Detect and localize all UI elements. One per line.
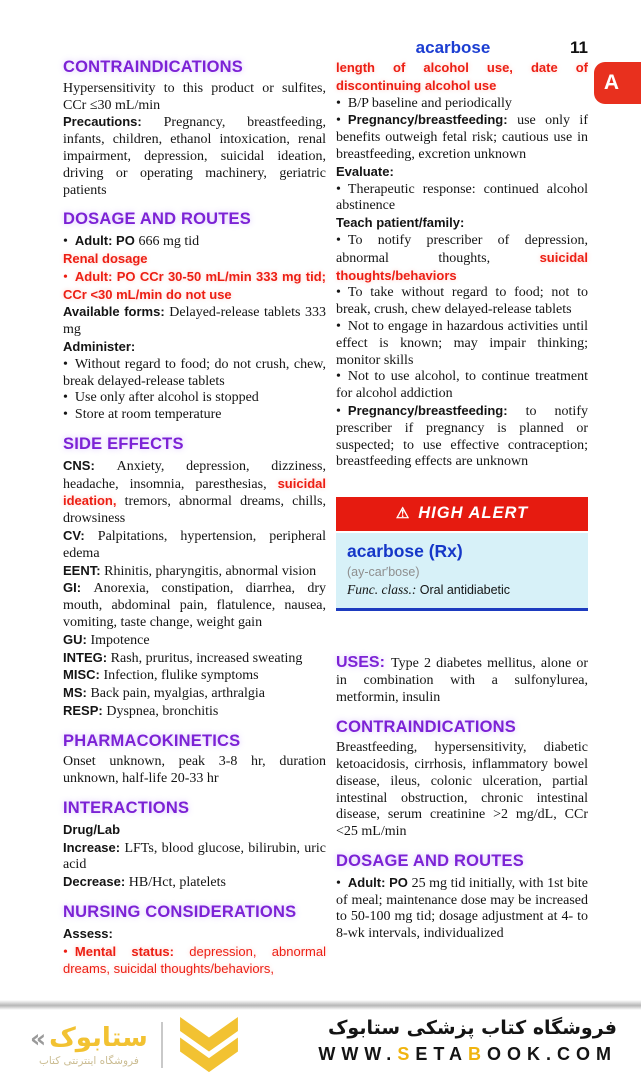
- paragraph: [63, 754, 326, 788]
- text-run: suicidal ideation,: [63, 475, 326, 509]
- bullet-icon: •: [336, 95, 341, 111]
- section-heading: CONTRAINDICATIONS: [336, 717, 517, 736]
- text-run: length of alcohol use, date of discontinuing alcohol use: [336, 60, 588, 93]
- text-run: HB/Hct, platelets: [128, 875, 226, 891]
- bullet-item: [336, 285, 588, 319]
- bullet-icon: •: [336, 369, 341, 385]
- text-run: EENT:: [63, 562, 105, 578]
- right-column: [336, 60, 588, 943]
- text-run: GI:: [63, 580, 94, 596]
- website-part: OOK.COM: [487, 1044, 617, 1064]
- pronunciation: (ay-car′bose): [347, 564, 420, 579]
- bullet-item: [336, 319, 588, 369]
- brand-name: ستابوک: [49, 1023, 148, 1053]
- text-run: Available forms:: [63, 304, 170, 320]
- section-heading: INTERACTIONS: [63, 799, 190, 818]
- logo-chevron-icon: [176, 1017, 242, 1073]
- text-run: MISC:: [63, 667, 104, 683]
- bullet-item: [63, 233, 326, 251]
- store-name: فروشگاه کتاب پزشکی ستابوک: [327, 1017, 617, 1039]
- drug-name: acarbose (Rx): [347, 540, 463, 561]
- text-run: Dyspnea, bronchitis: [106, 703, 219, 719]
- text-run: Assess:: [63, 925, 113, 941]
- brand-line: [30, 1023, 148, 1053]
- text-run: tremors, abnormal dreams, chills, drowsiness: [63, 494, 326, 527]
- text-run: Pregnancy/breastfeeding:: [347, 112, 518, 128]
- paragraph: [63, 114, 326, 199]
- text-run: Without regard to food; do not crush, chew, break delayed-release tablets: [63, 356, 326, 389]
- bullet-icon: •: [336, 285, 341, 301]
- paragraph: [336, 164, 588, 182]
- section-heading: NURSING CONSIDERATIONS: [63, 903, 297, 922]
- text-run: RESP:: [63, 702, 107, 718]
- text-run: Pregnancy/breastfeeding:: [347, 402, 526, 418]
- text-run: INTEG:: [63, 649, 111, 665]
- text-run: 25 mg tid initially, with 1st bite of meal; maintenance dose may be increased to 50-100 mg tid; dosage adjustment at 4- to 8-wk intervals, individualized: [336, 875, 588, 942]
- high-alert-banner: [336, 497, 588, 533]
- text-run: Anorexia, constipation, diarrhea, dry mouth, abdominal pain, flatulence, nausea, vomiting, taste change, weight gain: [63, 581, 327, 630]
- paragraph: [63, 874, 326, 892]
- paragraph: [336, 60, 588, 96]
- text-run: Adult: PO: [74, 233, 139, 249]
- website-part: ETA: [415, 1044, 468, 1064]
- paragraph: [63, 632, 326, 650]
- paragraph: [63, 685, 326, 703]
- paragraph: [336, 653, 588, 706]
- paragraph: [63, 528, 326, 563]
- paragraph: [63, 251, 326, 269]
- text-run: CNS:: [63, 457, 117, 473]
- text-run: Type 2 diabetes mellitus, alone or in combination with a sulfonylurea, metformin, insulin: [336, 656, 589, 705]
- section-heading: DOSAGE AND ROUTES: [336, 852, 524, 871]
- text-run: B/P baseline and periodically: [347, 95, 512, 111]
- text-run: LFTs, blood glucose, bilirubin, uric acid: [63, 840, 326, 873]
- text-run: 666 mg tid: [138, 234, 200, 250]
- paragraph: [63, 563, 326, 581]
- text-run: Pregnancy, breastfeeding, infants, children, ethanol intoxication, renal impairment, depression, suicidal ideation, driving or operating machinery, geriatric patients: [63, 115, 327, 198]
- bullet-icon: •: [336, 318, 341, 334]
- bullet-item: [336, 875, 588, 943]
- page-edge-shadow: [0, 1000, 641, 1010]
- text-run: Hypersensitivity to this product or sulfites, CCr ≤30 mL/min: [63, 80, 326, 113]
- guillemet-icon: «: [30, 1023, 47, 1053]
- website-part-gold: B: [468, 1044, 487, 1064]
- text-run: Impotence: [90, 632, 150, 648]
- paragraph: [63, 458, 326, 528]
- paragraph: [63, 822, 326, 840]
- bullet-item: [63, 390, 326, 407]
- bullet-icon: •: [63, 234, 68, 250]
- text-run: Teach patient/family:: [336, 215, 465, 231]
- text-run: depression, abnormal dreams, suicidal thoughts/behaviors,: [63, 943, 326, 977]
- func-class-value: Oral antidiabetic: [419, 582, 511, 597]
- text-run: Mental status:: [74, 943, 190, 959]
- text-run: Delayed-release tablets 333 mg: [63, 305, 326, 338]
- website-url[interactable]: [318, 1044, 617, 1065]
- section-heading: CONTRAINDICATIONS: [63, 58, 244, 76]
- paragraph: [63, 926, 326, 944]
- text-run: GU:: [63, 631, 91, 647]
- text-run: Palpitations, hypertension, peripheral edema: [63, 528, 326, 561]
- text-run: use only if benefits outweigh fetal risk; cautious use in breastfeeding, excretion unknown: [336, 113, 588, 162]
- section-heading: SIDE EFFECTS: [63, 434, 184, 453]
- bullet-icon: •: [63, 356, 68, 372]
- bullet-item: [336, 403, 588, 471]
- text-run: Breastfeeding, hypersensitivity, diabetic ketoacidosis, cirrhosis, inflammatory bowel disease, ileus, colonic ulceration, partial intestinal obstruction, chronic intestinal disease, serum creatinine >2 mg/dL, CCr <25 mL/min: [336, 740, 588, 840]
- text-run: Rash, pruritus, increased sweating: [110, 650, 303, 666]
- text-run: Not to use alcohol, to continue treatment for alcohol addiction: [336, 369, 588, 402]
- monograph-head: [336, 533, 588, 608]
- logo-divider: [161, 1022, 163, 1068]
- text-run: Administer:: [63, 338, 136, 354]
- paragraph: [63, 81, 326, 115]
- text-run: USES:: [336, 654, 391, 672]
- text-run: Decrease:: [63, 874, 129, 890]
- text-run: Not to engage in hazardous activities until effect is known; may impair thinking; monitor skills: [336, 318, 588, 368]
- paragraph: [63, 650, 326, 668]
- setabook-logo: [30, 1017, 242, 1073]
- bullet-icon: •: [63, 944, 68, 960]
- section-heading: DOSAGE AND ROUTES: [63, 210, 251, 229]
- text-run: Drug/Lab: [63, 821, 121, 837]
- page-number: 11: [570, 38, 588, 57]
- high-alert-box: [336, 497, 588, 611]
- text-run: Store at room temperature: [74, 407, 222, 423]
- high-alert-label: HIGH ALERT: [418, 504, 529, 523]
- bullet-icon: •: [336, 875, 341, 891]
- paragraph: [63, 840, 326, 875]
- text-run: Increase:: [63, 839, 125, 855]
- running-head-drug: acarbose: [415, 38, 491, 57]
- section-heading: PHARMACOKINETICS: [63, 731, 241, 750]
- text-run: MS:: [63, 685, 91, 701]
- paragraph: [63, 580, 326, 631]
- left-column: [63, 58, 326, 979]
- text-run: Anxiety, depression, dizziness, headache, insomnia, paresthesias,: [63, 458, 327, 492]
- bullet-item: [336, 233, 588, 285]
- text-run: Renal dosage: [63, 250, 148, 266]
- bullet-icon: •: [63, 390, 68, 406]
- bullet-icon: •: [336, 232, 341, 248]
- paragraph: [336, 215, 588, 233]
- bullet-item: [336, 369, 588, 403]
- text-run: Therapeutic response: continued alcohol abstinence: [336, 181, 588, 214]
- footer-store-info: [318, 1017, 617, 1065]
- paragraph: [63, 304, 326, 339]
- text-run: Precautions:: [63, 114, 164, 130]
- paragraph: [63, 703, 326, 721]
- text-run: To notify prescriber of depression, abnormal thoughts,: [336, 232, 588, 266]
- text-run: Infection, flulike symptoms: [103, 668, 259, 684]
- running-head: [336, 38, 588, 58]
- bullet-item: [336, 182, 588, 216]
- text-run: to notify prescriber if pregnancy is planned or suspected; to use effective contraception; breastfeeding effects are unknown: [336, 403, 588, 470]
- bullet-icon: •: [63, 269, 68, 285]
- brand-block: [30, 1023, 148, 1067]
- bullet-item: [336, 112, 588, 163]
- website-part: WWW.: [318, 1044, 398, 1064]
- text-run: Rhinitis, pharyngitis, abnormal vision: [104, 563, 317, 579]
- footer: [0, 1010, 641, 1080]
- bullet-icon: •: [336, 403, 341, 419]
- bullet-item: [63, 407, 326, 424]
- text-run: Adult: PO CCr 30-50 mL/min 333 mg tid; CCr <30 mL/min do not use: [63, 268, 326, 302]
- bullet-item: [63, 357, 326, 391]
- bullet-item: [63, 269, 326, 305]
- alpha-tab: A: [594, 62, 641, 104]
- text-run: Onset unknown, peak 3-8 hr, duration unknown, half-life 20-33 hr: [63, 754, 326, 787]
- brand-subtitle: فروشگاه اینترنتی کتاب: [38, 1055, 139, 1067]
- paragraph: [63, 667, 326, 685]
- func-class-label: Func. class.:: [347, 581, 420, 597]
- bullet-item: [63, 944, 326, 980]
- paragraph: [63, 339, 326, 357]
- text-run: CV:: [63, 527, 98, 543]
- text-run: Adult: PO: [347, 874, 412, 890]
- bullet-icon: •: [63, 407, 68, 423]
- warning-icon: ⚠: [395, 505, 411, 523]
- func-class: [347, 582, 577, 598]
- text-run: To take without regard to food; not to break, crush, chew delayed-release tablets: [336, 285, 588, 318]
- paragraph: [336, 740, 588, 841]
- text-run: Evaluate:: [336, 163, 394, 179]
- website-part-gold: S: [397, 1044, 416, 1064]
- bullet-icon: •: [336, 181, 341, 197]
- text-run: suicidal thoughts/behaviors: [336, 249, 588, 283]
- bullet-icon: •: [336, 113, 341, 129]
- bullet-item: [336, 96, 588, 113]
- text-run: Use only after alcohol is stopped: [74, 390, 259, 406]
- text-run: Back pain, myalgias, arthralgia: [90, 686, 266, 702]
